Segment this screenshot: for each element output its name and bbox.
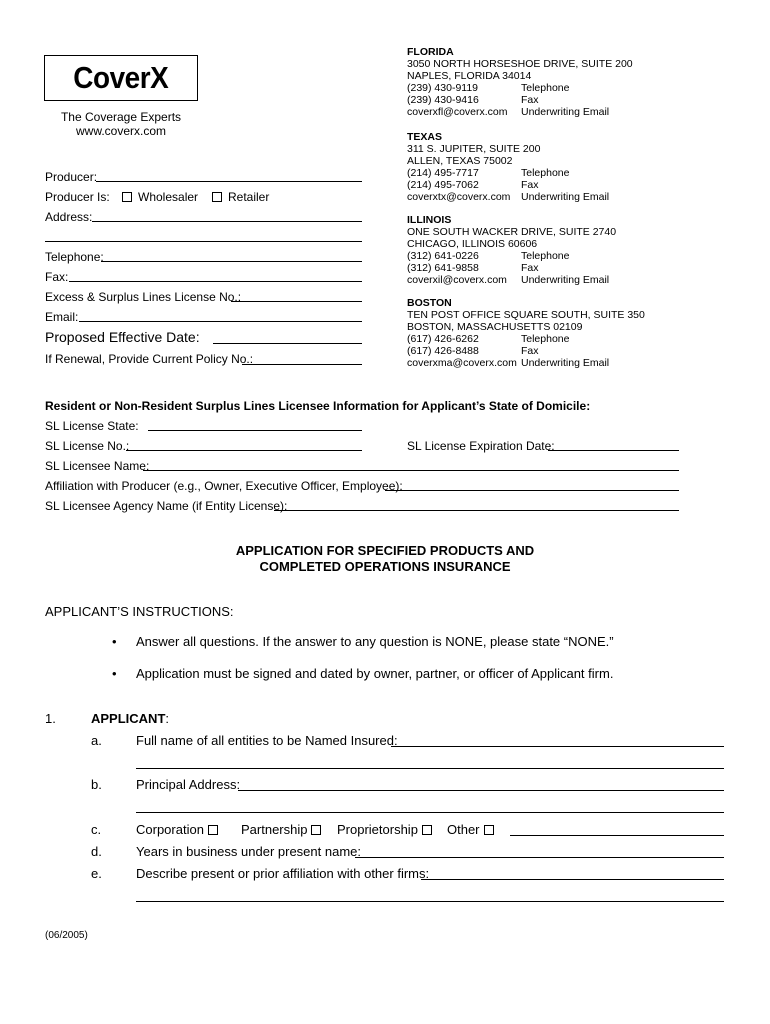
address-label: Address: (45, 210, 93, 224)
effective-date-label: Proposed Effective Date: (45, 329, 200, 345)
partnership-label: Partnership (241, 822, 308, 837)
section-number: 1. (45, 711, 56, 726)
wholesaler-checkbox[interactable] (122, 192, 132, 202)
office-email[interactable]: coverxil@coverx.com (407, 274, 507, 286)
office-address1: ONE SOUTH WACKER DRIVE, SUITE 2740 (407, 226, 617, 238)
bullet-icon: • (112, 634, 117, 649)
item-letter: d. (91, 844, 102, 859)
office-address1: 311 S. JUPITER, SUITE 200 (407, 143, 541, 155)
effective-date-field[interactable] (213, 343, 362, 344)
office-state: BOSTON (407, 297, 452, 309)
license-label: Excess & Surplus Lines License No.: (45, 290, 242, 304)
licensee-heading: Resident or Non-Resident Surplus Lines Licensee Information for Applicant’s State of Domicile: (45, 399, 591, 413)
office-fax-label: Fax (521, 94, 539, 106)
affiliation-label: Affiliation with Producer (e.g., Owner, Executive Officer, Employee): (45, 479, 403, 493)
office-phone: (214) 495-7717 (407, 167, 479, 179)
office-address2: NAPLES, FLORIDA 34014 (407, 70, 532, 82)
office-fax: (214) 495-7062 (407, 179, 479, 191)
email-field[interactable] (79, 321, 362, 322)
years-in-business-label: Years in business under present name: (136, 844, 361, 859)
office-state: TEXAS (407, 131, 443, 143)
website-link[interactable]: www.coverx.com (75, 124, 167, 138)
instruction-item: Application must be signed and dated by owner, partner, or officer of Applicant firm. (136, 666, 614, 681)
office-texas (407, 131, 647, 203)
form-revision: (06/2005) (45, 930, 88, 941)
named-insured-field-1[interactable] (391, 746, 724, 747)
instruction-item: Answer all questions. If the answer to any question is NONE, please state “NONE.” (136, 634, 614, 649)
sl-name-label: SL Licensee Name: (45, 459, 150, 473)
office-fax: (617) 426-8488 (407, 345, 479, 357)
telephone-label: Telephone: (45, 250, 104, 264)
office-email-label: Underwriting Email (521, 274, 610, 286)
license-field[interactable] (231, 301, 362, 302)
office-fax-label: Fax (521, 345, 539, 357)
form-title-line2: COMPLETED OPERATIONS INSURANCE (259, 559, 511, 574)
office-address2: BOSTON, MASSACHUSETTS 02109 (407, 321, 583, 333)
form-title-line1: APPLICATION FOR SPECIFIED PRODUCTS AND (235, 543, 535, 558)
tagline: The Coverage Experts (60, 110, 182, 124)
office-phone-label: Telephone (521, 250, 570, 262)
other-checkbox[interactable] (484, 825, 494, 835)
sl-expiration-field[interactable] (548, 450, 679, 451)
producer-is-label: Producer Is: (45, 190, 110, 204)
item-letter: a. (91, 733, 102, 748)
office-email[interactable]: coverxma@coverx.com (407, 357, 517, 369)
office-phone-label: Telephone (521, 167, 570, 179)
office-boston (407, 297, 667, 369)
named-insured-field-2[interactable] (136, 768, 724, 769)
address-field-2[interactable] (45, 241, 362, 242)
partnership-option[interactable] (241, 822, 321, 837)
principal-address-label: Principal Address: (136, 777, 241, 792)
proprietorship-label: Proprietorship (337, 822, 418, 837)
office-email-label: Underwriting Email (521, 191, 610, 203)
office-phone: (239) 430-9119 (407, 82, 479, 94)
principal-address-field-1[interactable] (238, 790, 724, 791)
affiliation-field[interactable] (385, 490, 679, 491)
years-in-business-field[interactable] (355, 857, 724, 858)
partnership-checkbox[interactable] (311, 825, 321, 835)
bullet-icon: • (112, 666, 117, 681)
section-heading-text: APPLICANT (91, 711, 166, 726)
logo-text: CoverX (73, 60, 169, 95)
agency-label: SL Licensee Agency Name (if Entity License): (45, 499, 288, 513)
sl-name-field[interactable] (143, 470, 679, 471)
fax-field[interactable] (69, 281, 362, 282)
office-email[interactable]: coverxfl@coverx.com (407, 106, 508, 118)
office-state: ILLINOIS (407, 214, 452, 226)
office-email-label: Underwriting Email (521, 357, 610, 369)
agency-field[interactable] (274, 510, 679, 511)
sl-state-label: SL License State: (45, 419, 139, 433)
address-field-1[interactable] (92, 221, 362, 222)
other-label: Other (447, 822, 480, 837)
proprietorship-option[interactable] (337, 822, 432, 837)
sl-state-field[interactable] (148, 430, 362, 431)
office-email[interactable]: coverxtx@coverx.com (407, 191, 511, 203)
office-phone: (617) 426-6262 (407, 333, 479, 345)
principal-address-field-2[interactable] (136, 812, 724, 813)
named-insured-label: Full name of all entities to be Named Insured: (136, 733, 398, 748)
wholesaler-option[interactable] (122, 190, 198, 204)
retailer-label: Retailer (228, 190, 270, 204)
wholesaler-label: Wholesaler (138, 190, 199, 204)
office-fax: (239) 430-9416 (407, 94, 479, 106)
sl-number-label: SL License No.: (45, 439, 130, 453)
company-logo (44, 55, 198, 101)
fax-label: Fax: (45, 270, 69, 284)
affiliation-other-firms-label: Describe present or prior affiliation with other firms: (136, 866, 430, 881)
item-letter: b. (91, 777, 102, 792)
item-letter: e. (91, 866, 102, 881)
office-address1: 3050 NORTH HORSESHOE DRIVE, SUITE 200 (407, 58, 633, 70)
office-phone-label: Telephone (521, 82, 570, 94)
renewal-field[interactable] (242, 364, 362, 365)
sl-number-field[interactable] (126, 450, 362, 451)
affiliation-other-firms-field-2[interactable] (136, 901, 724, 902)
producer-field[interactable] (96, 181, 362, 182)
office-fax-label: Fax (521, 262, 539, 274)
instructions-heading: APPLICANT’S INSTRUCTIONS: (45, 604, 234, 619)
other-field[interactable] (510, 835, 724, 836)
corporation-checkbox[interactable] (208, 825, 218, 835)
renewal-label: If Renewal, Provide Current Policy No.: (45, 352, 254, 366)
corporation-option[interactable] (136, 822, 218, 837)
office-address2: ALLEN, TEXAS 75002 (407, 155, 513, 167)
office-fax-label: Fax (521, 179, 539, 191)
producer-label: Producer: (45, 170, 98, 184)
email-label: Email: (45, 310, 79, 324)
office-address2: CHICAGO, ILLINOIS 60606 (407, 238, 538, 250)
sl-expiration-label: SL License Expiration Date: (407, 439, 555, 453)
office-address1: TEN POST OFFICE SQUARE SOUTH, SUITE 350 (407, 309, 645, 321)
section-heading (91, 711, 169, 726)
item-letter: c. (91, 822, 102, 837)
proprietorship-checkbox[interactable] (422, 825, 432, 835)
other-option[interactable] (447, 822, 494, 837)
retailer-option[interactable] (212, 190, 269, 204)
office-fax: (312) 641-9858 (407, 262, 479, 274)
office-florida (407, 46, 647, 118)
affiliation-other-firms-field-1[interactable] (421, 879, 724, 880)
office-phone: (312) 641-0226 (407, 250, 479, 262)
office-email-label: Underwriting Email (521, 106, 610, 118)
telephone-field[interactable] (101, 261, 362, 262)
office-phone-label: Telephone (521, 333, 570, 345)
section-heading-colon: : (165, 711, 170, 726)
corporation-label: Corporation (136, 822, 204, 837)
office-illinois (407, 214, 647, 286)
retailer-checkbox[interactable] (212, 192, 222, 202)
office-state: FLORIDA (407, 46, 454, 58)
